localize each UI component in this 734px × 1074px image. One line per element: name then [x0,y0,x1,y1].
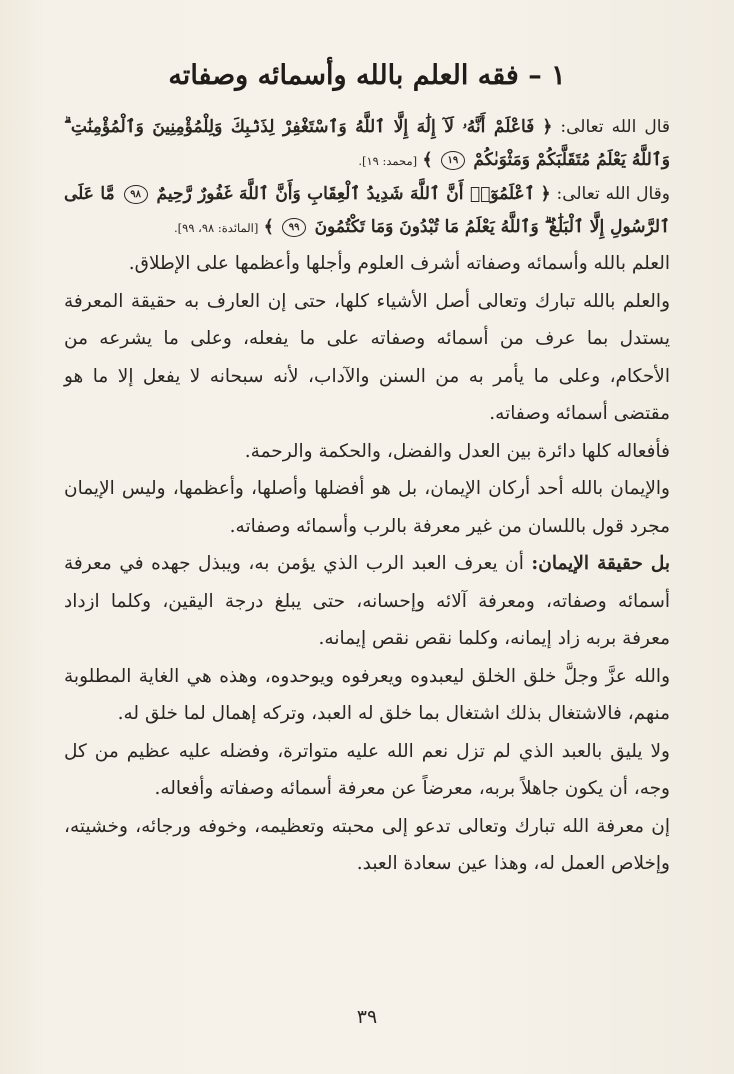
paragraph-lead: بل حقيقة الإيمان: [531,553,671,575]
verse-intro: وقال الله تعالى: [556,184,671,205]
paragraph [64,808,670,883]
paragraph-text: ولا يليق بالعبد الذي لم تزل نعم الله عليه متواترة، وفضله عليه عظيم من كل وجه، أن يكون جاهلاً بربه، معرضاً عن معرفة أسمائه وصفاته وأفعاله. [64,740,670,800]
paragraph [64,658,670,733]
ayah-number-marker: ١٩ [441,151,465,170]
quran-text: ٱعْلَمُوٓا۟ أَنَّ ٱللَّهَ شَدِيدُ ٱلْعِقَابِ وَأَنَّ ٱللَّهَ غَفُورٌ رَّحِيمٌ [156,184,535,205]
page-number: ٣٩ [356,1006,378,1028]
paragraph-text: والإيمان بالله أحد أركان الإيمان، بل هو أفضلها وأصلها، وأعظمها، وليس الإيمان مجرد قول باللسان من غير معرفة بالرب وأسمائه وصفاته. [64,478,670,537]
verse-block-2 [64,178,670,245]
paragraph-text: أن يعرف العبد الرب الذي يؤمن به، ويبذل جهده في معرفة أسمائه وصفاته، ومعرفة آلائه وإحسانه، حتى يبلغ درجة اليقين، وكلما ازداد معرفة بربه زاد إيمانه، وكلما نقص نقص إيمانه. [64,553,670,650]
paragraph [64,245,670,283]
quran-open-bracket: ﴿ [540,184,551,205]
paragraph [64,283,670,433]
paragraph-text: فأفعاله كلها دائرة بين العدل والفضل، والحكمة والرحمة. [244,440,670,462]
page-title: ١ – فقه العلم بالله وأسمائه وصفاته [168,60,566,91]
paragraph-text: والله عزَّ وجلَّ خلق الخلق ليعبدوه ويعرفوه ويوحدوه، وهذه هي الغاية المطلوبة منهم، فالاشتغال بذلك اشتغال بما خلق له العبد، وتركه إهمال لما خلق له. [64,665,670,725]
paragraph [64,433,670,471]
quran-text-continued: مَّا عَلَى ٱلرَّسُولِ إِلَّا ٱلْبَلَٰغُ ۗ وَٱللَّهُ يَعْلَمُ مَا تُبْدُونَ وَمَا تَكْتُمُونَ [64,184,670,238]
paragraph-text: إن معرفة الله تبارك وتعالى تدعو إلى محبته وتعظيمه، وخوفه ورجائه، وخشيته، وإخلاص العمل له، وهذا عين سعادة العبد. [64,815,670,875]
verse-reference: [محمد: ١٩]. [358,154,418,169]
ayah-number-marker: ٩٨ [124,185,148,204]
paragraph [64,545,670,658]
verse-intro: قال الله تعالى: [560,117,671,138]
quran-close-bracket: ﴾ [263,217,274,238]
ayah-number-marker: ٩٩ [282,218,306,237]
page-content [64,58,670,883]
quran-close-bracket: ﴾ [422,150,433,171]
paragraph-text: العلم بالله وأسمائه وصفاته أشرف العلوم وأجلها وأعظمها على الإطلاق. [128,253,670,275]
paragraph [64,470,670,545]
quran-text: فَاعْلَمْ أَنَّهُۥ لَآ إِلَٰهَ إِلَّا ٱللَّهُ وَٱسْتَغْفِرْ لِذَنۢبِكَ وَلِلْمُؤْمِنِينَ وَٱلْمُؤْمِنَٰتِ ۗ وَٱللَّهُ يَعْلَمُ مُتَقَلَّبَكُمْ وَمَثْوَىٰكُمْ [64,117,670,171]
quran-open-bracket: ﴿ [542,117,553,138]
verse-reference: [المائدة: ٩٨، ٩٩]. [173,221,259,236]
verse-block-1 [64,111,670,178]
paragraph [64,733,670,808]
paragraph-text: والعلم بالله تبارك وتعالى أصل الأشياء كلها، حتى إن العارف به حقيقة المعرفة يستدل بما عرف من أسمائه وصفاته على ما يفعله، وعلى ما يشرعه من الأحكام، وعلى ما يأمر به من السنن والآداب، لأنه سبحانه لا يفعل إلا ما هو مقتضى أسمائه وصفاته. [64,290,670,425]
